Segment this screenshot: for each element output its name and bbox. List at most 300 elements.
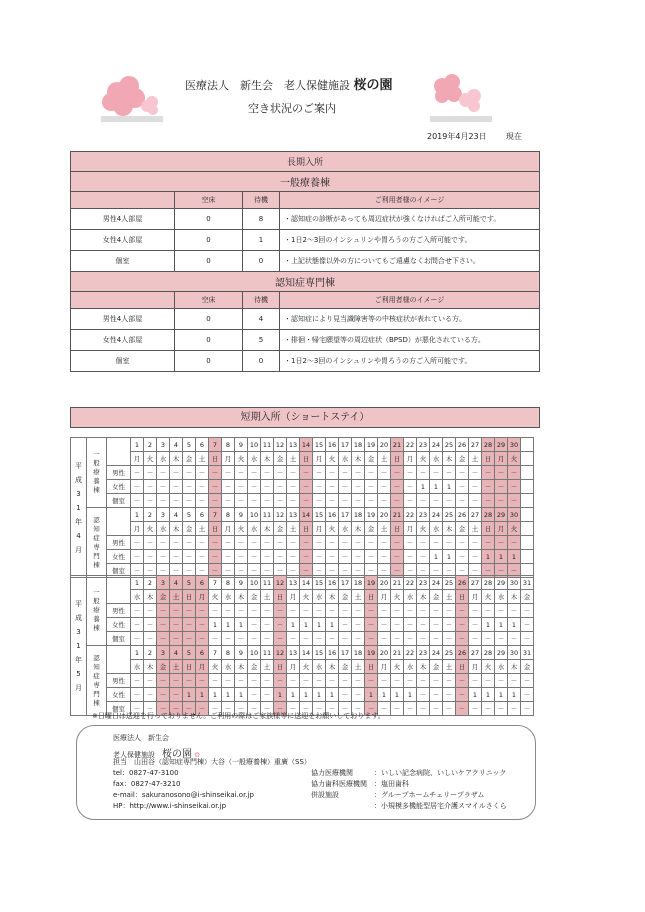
related-label: 併設施設 [311,791,339,799]
day-number: 19 [365,438,378,452]
day-number: 7 [209,438,222,452]
availability-cell: － [339,536,352,550]
availability-cell: 1 [482,618,495,632]
availability-cell: － [274,618,287,632]
day-number: 24 [430,646,443,660]
day-number: 8 [222,508,235,522]
related-label: 協力医療機関 [311,769,353,777]
availability-cell: － [261,466,274,480]
day-number: 16 [326,438,339,452]
weekday: 日 [365,590,378,604]
weekday: 月 [313,522,326,536]
availability-cell: － [430,688,443,702]
availability-cell: － [404,480,417,494]
availability-cell: － [404,618,417,632]
availability-cell: － [508,494,521,508]
availability-cell: － [469,494,482,508]
day-number: 14 [300,438,313,452]
weekday: 土 [443,660,456,674]
day-number: 5 [183,576,196,590]
day-number [521,508,534,522]
footer-contact: 担当 山田谷（認知症専門棟）大谷（一般療養棟）重廣（SS） [113,758,311,766]
day-number: 4 [170,576,183,590]
room-type: 個室 [71,251,175,272]
availability-cell: － [443,632,456,646]
weekday: 土 [170,590,183,604]
day-number: 26 [456,438,469,452]
day-number: 5 [183,646,196,660]
availability-cell: － [508,604,521,618]
vacant-header: 空床 [175,192,243,209]
availability-cell: － [482,480,495,494]
availability-cell: － [326,494,339,508]
availability-cell: － [482,466,495,480]
day-number: 20 [378,646,391,660]
availability-cell: － [222,536,235,550]
day-number: 8 [222,646,235,660]
availability-cell: － [391,480,404,494]
availability-cell: － [456,564,469,578]
weekday: 水 [157,452,170,466]
availability-cell: － [456,674,469,688]
weekday: 土 [378,522,391,536]
availability-cell: － [313,604,326,618]
day-number: 26 [456,576,469,590]
section-title: 認知症専門棟 [71,272,540,292]
day-number: 20 [378,508,391,522]
waiting-count: 0 [243,251,280,272]
weekday: 月 [287,590,300,604]
availability-cell: － [131,674,144,688]
availability-cell: － [157,536,170,550]
availability-cell: 1 [313,618,326,632]
availability-cell: － [157,564,170,578]
availability-cell: － [508,480,521,494]
day-number: 3 [157,576,170,590]
availability-cell: － [235,494,248,508]
availability-cell [521,550,534,564]
day-number: 17 [339,438,352,452]
weekday: 金 [430,590,443,604]
availability-cell: － [248,494,261,508]
patient-note: ・認知症により見当識障害等の中核症状が表れている方。 [280,309,540,330]
availability-cell: － [157,480,170,494]
availability-cell: － [378,604,391,618]
weekday: 月 [313,452,326,466]
availability-cell [521,536,534,550]
availability-cell: － [196,674,209,688]
availability-cell: － [404,536,417,550]
availability-cell: － [222,494,235,508]
header-blank [71,292,175,309]
weekday: 水 [222,590,235,604]
row-label: 男性 [107,674,131,688]
day-number: 25 [443,646,456,660]
day-number: 11 [261,438,274,452]
weekday: 水 [339,452,352,466]
availability-cell: － [482,564,495,578]
weekday: 金 [456,522,469,536]
availability-cell: － [287,550,300,564]
weekday: 月 [131,452,144,466]
weekday: 日 [274,660,287,674]
availability-cell: － [144,618,157,632]
availability-cell: － [391,702,404,716]
availability-cell: － [261,674,274,688]
weekday: 木 [508,590,521,604]
room-row [71,309,540,330]
availability-cell: － [417,702,430,716]
availability-cell: － [326,480,339,494]
day-number: 13 [287,646,300,660]
availability-cell: － [313,564,326,578]
day-number: 4 [170,438,183,452]
availability-cell: － [157,674,170,688]
availability-cell: － [235,674,248,688]
availability-cell: － [365,632,378,646]
availability-cell: － [456,536,469,550]
weekday: 土 [196,452,209,466]
day-number: 22 [404,576,417,590]
weekday: 火 [300,660,313,674]
availability-cell [521,480,534,494]
availability-cell: － [287,604,300,618]
weekday: 火 [508,522,521,536]
day-number: 17 [339,508,352,522]
header-blank [107,576,131,604]
availability-cell: － [378,550,391,564]
weekday: 月 [378,660,391,674]
availability-cell: － [378,674,391,688]
weekday: 金 [521,660,534,674]
long-term-table [70,151,540,372]
availability-cell: － [391,494,404,508]
availability-cell: － [326,466,339,480]
availability-cell: － [196,702,209,716]
day-number: 20 [378,438,391,452]
waiting-count: 5 [243,330,280,351]
availability-cell: － [144,702,157,716]
weekday: 木 [235,660,248,674]
availability-cell: － [391,618,404,632]
availability-cell: － [157,604,170,618]
vacant-count: 0 [175,330,243,351]
availability-cell: － [222,674,235,688]
row-label: 女性 [107,550,131,564]
availability-cell: － [209,632,222,646]
availability-cell: － [326,604,339,618]
availability-cell: 1 [443,480,456,494]
availability-cell: － [209,536,222,550]
availability-cell: － [248,480,261,494]
availability-cell: － [378,494,391,508]
availability-cell: － [274,604,287,618]
page-subtitle: 空き状況のご案内 [248,102,336,115]
day-number: 24 [430,508,443,522]
vacant-count: 0 [175,209,243,230]
availability-cell: － [144,632,157,646]
availability-cell: － [287,564,300,578]
availability-cell: － [508,674,521,688]
weekday: 水 [157,522,170,536]
availability-cell: － [144,466,157,480]
availability-cell: － [430,674,443,688]
availability-cell: － [313,494,326,508]
availability-cell: － [443,536,456,550]
waiting-header: 待機 [243,292,280,309]
availability-cell: － [209,494,222,508]
day-number: 30 [508,576,521,590]
availability-cell: － [274,480,287,494]
availability-cell: － [261,604,274,618]
day-number: 20 [378,576,391,590]
availability-cell: － [183,674,196,688]
vacant-count: 0 [175,309,243,330]
availability-cell: － [222,466,235,480]
availability-cell: － [248,618,261,632]
day-number: 8 [222,576,235,590]
weekday: 日 [183,660,196,674]
availability-cell: － [521,618,534,632]
weekday: 火 [508,452,521,466]
availability-cell: － [365,674,378,688]
weekday: 土 [469,522,482,536]
weekday: 水 [430,452,443,466]
weekday: 金 [157,590,170,604]
availability-cell: － [248,702,261,716]
availability-cell: － [261,618,274,632]
availability-cell: － [300,604,313,618]
weekday: 木 [443,452,456,466]
availability-cell: － [495,494,508,508]
availability-cell: － [196,564,209,578]
availability-cell: － [456,494,469,508]
weekday: 金 [456,452,469,466]
day-number: 16 [326,646,339,660]
weekday: 金 [157,660,170,674]
availability-cell: － [287,632,300,646]
availability-cell: 1 [495,688,508,702]
availability-cell: － [352,604,365,618]
row-label: 男性 [107,536,131,550]
weekday: 日 [482,522,495,536]
availability-cell: － [144,688,157,702]
availability-cell: － [417,618,430,632]
availability-cell: － [417,550,430,564]
weekday: 水 [131,660,144,674]
patient-note: ・1日2～3回のインシュリンや胃ろうの方ご入所可能です。 [280,230,540,251]
weekday: 月 [495,522,508,536]
availability-cell: － [261,480,274,494]
weekday: 日 [274,590,287,604]
row-label: 女性 [107,480,131,494]
day-number: 12 [274,438,287,452]
availability-cell: － [352,536,365,550]
day-number: 17 [339,646,352,660]
related-value: ：塩田歯科 [374,780,409,788]
availability-cell: － [131,480,144,494]
availability-cell: － [183,494,196,508]
availability-cell: － [170,702,183,716]
availability-cell: － [157,494,170,508]
day-number: 21 [391,576,404,590]
availability-cell: － [430,702,443,716]
availability-cell: － [170,604,183,618]
row-label: 女性 [107,618,131,632]
availability-cell: － [248,688,261,702]
day-number: 26 [456,646,469,660]
day-number: 7 [209,646,222,660]
availability-cell: － [404,550,417,564]
availability-cell: － [417,536,430,550]
availability-cell: － [339,604,352,618]
weekday: 金 [274,452,287,466]
weekday: 水 [495,660,508,674]
report-date: 2019年4月23日 [427,132,487,141]
weekday: 木 [352,522,365,536]
building-label: 認 知 症 専 門 棟 [87,646,107,716]
note-header: ご利用者様のイメージ [280,292,540,309]
availability-cell: － [274,564,287,578]
availability-cell: － [482,494,495,508]
availability-cell: 1 [469,688,482,702]
availability-cell: － [378,536,391,550]
weekday: 火 [326,522,339,536]
header-blank [107,646,131,674]
day-number: 8 [222,438,235,452]
short-term-title: 短期入所（ショートステイ） [70,407,540,428]
availability-cell: － [469,550,482,564]
availability-cell: － [261,702,274,716]
availability-cell: － [222,480,235,494]
room-type: 女性4人部屋 [71,230,175,251]
availability-cell: － [157,632,170,646]
availability-cell: － [495,674,508,688]
availability-cell: － [209,466,222,480]
availability-cell: － [287,702,300,716]
weekday: 火 [235,522,248,536]
availability-cell: － [209,480,222,494]
availability-cell: － [469,618,482,632]
availability-cell: － [274,466,287,480]
weekday: 金 [248,590,261,604]
availability-cell: － [196,494,209,508]
availability-cell: － [235,564,248,578]
weekday: 土 [261,660,274,674]
day-number: 10 [248,508,261,522]
availability-cell: － [222,702,235,716]
availability-cell: － [469,466,482,480]
row-label: 個室 [107,632,131,646]
availability-cell: － [404,632,417,646]
availability-cell: － [352,702,365,716]
availability-cell: － [196,550,209,564]
availability-cell: 1 [430,480,443,494]
availability-cell: － [222,632,235,646]
availability-cell: 1 [235,688,248,702]
availability-cell: － [313,550,326,564]
weekday: 日 [300,522,313,536]
day-number: 19 [365,508,378,522]
availability-cell: － [131,688,144,702]
availability-cell: － [521,604,534,618]
weekday: 木 [235,590,248,604]
availability-cell: － [144,604,157,618]
weekday: 火 [391,660,404,674]
availability-cell: － [404,466,417,480]
availability-cell: － [456,618,469,632]
availability-cell: － [339,466,352,480]
availability-cell: － [131,632,144,646]
footer-email[interactable]: e-mail：sakuranosono@i-shinseikai.or.jp [113,791,254,799]
availability-cell: － [417,466,430,480]
weekday: 火 [235,452,248,466]
availability-cell: － [404,702,417,716]
weekday: 土 [443,590,456,604]
weekday: 土 [378,452,391,466]
availability-cell: － [456,480,469,494]
availability-cell: － [482,702,495,716]
availability-cell: － [443,674,456,688]
vacant-header: 空床 [175,292,243,309]
availability-cell: － [495,702,508,716]
availability-cell: － [222,550,235,564]
availability-cell: － [417,632,430,646]
row-label: 個室 [107,564,131,578]
availability-cell: 1 [287,688,300,702]
availability-cell: － [196,618,209,632]
weekday: 土 [261,590,274,604]
availability-cell: － [495,632,508,646]
day-number: 6 [196,438,209,452]
weekday: 水 [222,660,235,674]
day-number: 27 [469,576,482,590]
weekday: 水 [131,590,144,604]
availability-cell: － [196,480,209,494]
day-number: 15 [313,576,326,590]
availability-cell: － [144,536,157,550]
footer-homepage[interactable]: HP：http://www.i-shinseikai.or.jp [113,802,227,810]
weekday: 水 [248,452,261,466]
availability-cell: － [326,674,339,688]
weekday: 火 [417,522,430,536]
availability-cell: － [144,674,157,688]
day-number: 5 [183,438,196,452]
day-number: 29 [495,508,508,522]
availability-cell: 1 [417,480,430,494]
availability-cell: － [378,564,391,578]
day-number: 11 [261,646,274,660]
availability-cell: － [183,702,196,716]
availability-cell: － [131,494,144,508]
availability-cell: － [183,564,196,578]
availability-cell: － [131,536,144,550]
availability-cell: － [469,702,482,716]
short-term-calendar [70,575,534,716]
day-number: 6 [196,576,209,590]
day-number: 4 [170,508,183,522]
vacant-count: 0 [175,251,243,272]
availability-cell: 1 [287,618,300,632]
weekday: 木 [170,522,183,536]
weekday: 月 [495,452,508,466]
availability-cell: － [352,618,365,632]
availability-cell: 1 [508,550,521,564]
day-number: 16 [326,576,339,590]
availability-cell: － [508,536,521,550]
availability-cell: － [300,466,313,480]
availability-cell: － [443,564,456,578]
